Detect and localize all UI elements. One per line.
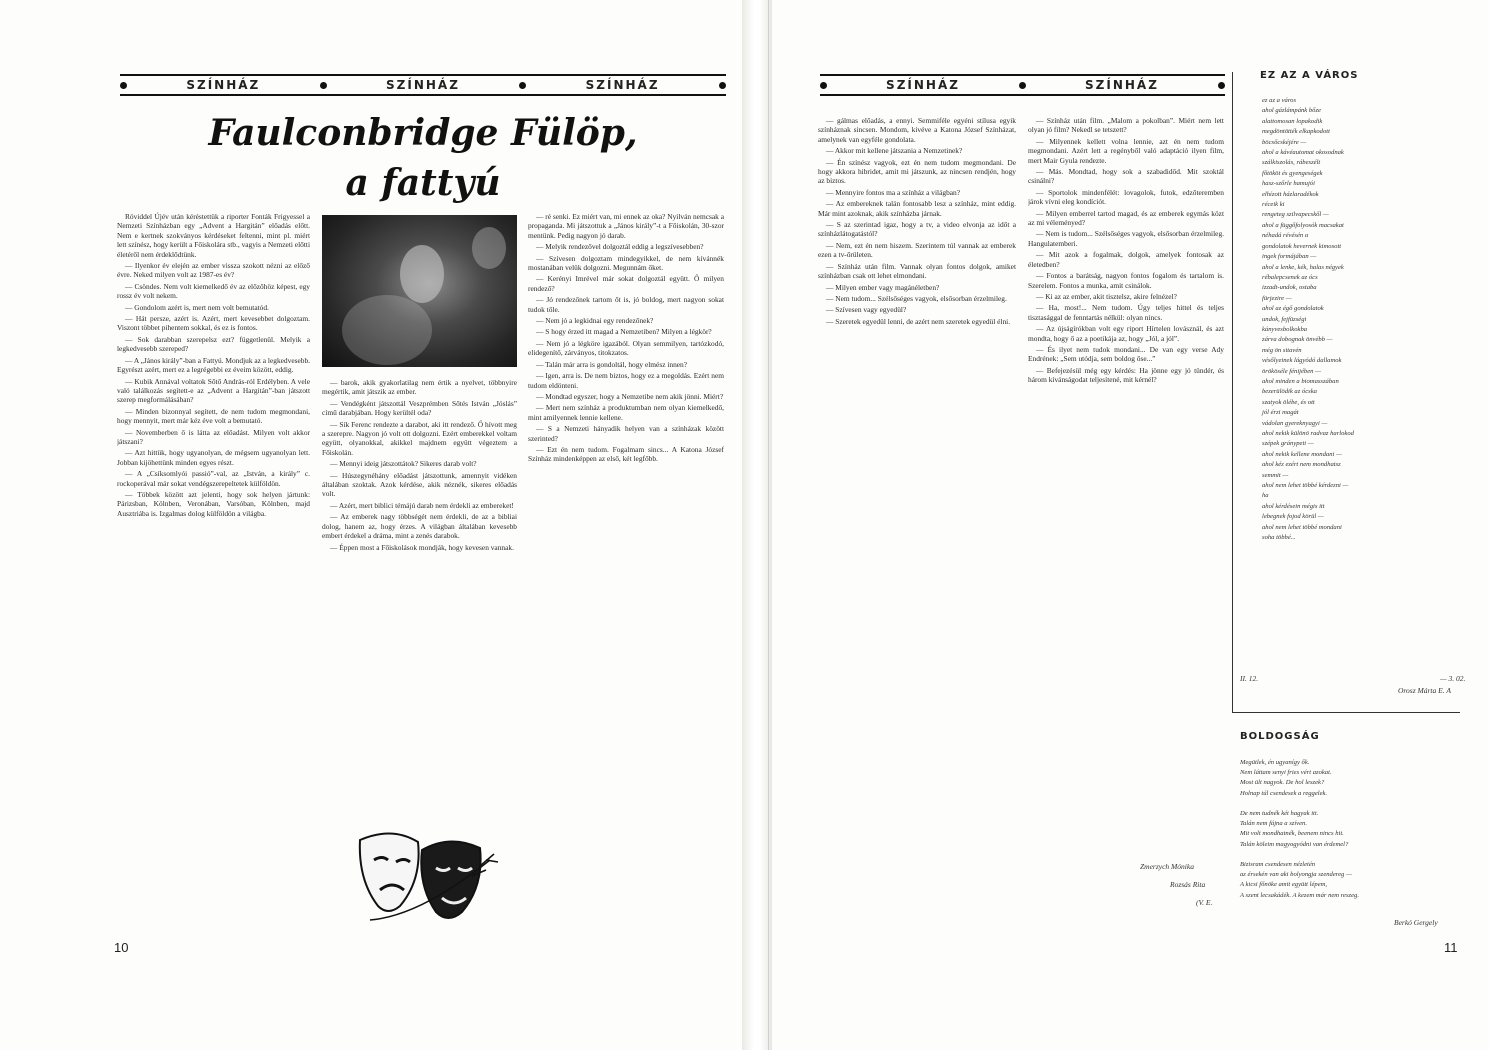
article-paragraph: — Az újságírókban volt egy riport Hírtelen lovásznál, és azt mondta, hogy ő az a poetikája az, hogy „Jól, a jól”. — [1028, 324, 1224, 343]
article-paragraph: — Színház után film. Vannak olyan fontos dolgok, amiket színházban csak ott lehet elmondani. — [818, 262, 1016, 281]
sidebar-rule — [1232, 712, 1460, 713]
banner-bullet — [1218, 82, 1225, 89]
poem-line: A szent lecsakádék. A kezem már nem reszeg. — [1240, 891, 1359, 899]
article-paragraph: — S az szerintad igaz, hogy a tv, a video elvonja az időt a színházlátogatástól? — [818, 220, 1016, 239]
article-paragraph: — ré senki. Ez miért van, mi ennek az oka? Nyilván nemcsak a propaganda. Mi játszottuk a „János király”-t a Főiskolán, 30-szor mentünk. Pedig nagyon jó darab. — [528, 212, 724, 240]
article-column-1 — [117, 212, 310, 937]
poem-line: szatyok ölébe, és ott — [1262, 398, 1315, 406]
article-paragraph: — Szívesen vagy egyedül? — [818, 305, 1016, 314]
poem-line: ahol minden a biomasszában — [1262, 377, 1339, 385]
poem-line: soha többé... — [1262, 534, 1296, 542]
banner-bullet — [320, 82, 327, 89]
banner-word: SZÍNHÁZ — [386, 78, 460, 92]
article-paragraph: — barok, akik gyakorlatilag nem értik a nyelvet, többnyire megértik, amit játszik az ember. — [322, 378, 517, 397]
poem-line: ingek formájában — — [1262, 253, 1317, 261]
poem-line: A kicsi főnöke amit együtt lépem, — [1240, 881, 1328, 889]
poem-line: semmit — — [1262, 471, 1289, 479]
poem-line: izzadt-undok, ostaba — [1262, 284, 1317, 292]
signature-3: (V. E. — [1196, 898, 1213, 907]
article-paragraph: — Azért, mert biblici témájú darab nem érdekli az embereket! — [322, 501, 517, 510]
article-column-3 — [528, 212, 724, 937]
poem-line: ahol a kávéautomat okosodnak — [1262, 149, 1344, 157]
banner-bullet — [719, 82, 726, 89]
poem-line: elhízott házlaradékok — [1262, 190, 1319, 198]
article-column-2 — [322, 378, 517, 810]
article-paragraph: — Színház után film. „Malom a pokolban”. Miért nem lett olyan jó film? Nekedl se tetszett? — [1028, 116, 1224, 135]
poem-code: — 3. 02. — [1440, 674, 1466, 683]
poem-title-happiness: BOLDOGSÁG — [1240, 731, 1320, 742]
article-paragraph: — Ha, most!... Nem tudom. Úgy teljes hittel és teljes tisztasággal de fenntartás nélkül: olyan nincs. — [1028, 303, 1224, 322]
poem-line: rengeteg szilvapecskől — — [1262, 211, 1329, 219]
poem-line: ahol a lenke, kék, halas négyek — [1262, 263, 1344, 271]
sidebar-divider — [1232, 72, 1233, 712]
poem-city — [1262, 96, 1462, 543]
banner-bullet — [519, 82, 526, 89]
article-paragraph: — Vendégként játszottál Veszprémben Sőtés István „Jóslás” című darabjában. Hogy kerültél oda? — [322, 399, 517, 418]
poem-line: Megütlek, én ugyanígy ők. — [1240, 759, 1310, 766]
poem-line: rébalepcsenek az ócs — [1262, 273, 1318, 281]
article-paragraph: — Kubik Annával voltatok Sőtő András-ról Erdélyben. A vele való találkozás segített-e az „Advent a Hargitán”-ban játszott szerep megformálásában? — [117, 377, 310, 405]
article-paragraph: — Ki az az ember, akit tisztelsz, akire felnézel? — [1028, 292, 1224, 301]
article-paragraph: — Éppen most a Főiskolások mondják, hogy kevesen vannak. — [322, 543, 517, 552]
article-paragraph: — Én színész vagyok, ezt én nem tudom megmondani. De hogy akkora hibridet, amit mi játszunk, az nincsen rendjén, hogy az biztos. — [818, 158, 1016, 186]
signature-2: Rozsás Rita — [1170, 880, 1206, 889]
poem-line: ahol nekik kellene mondani — — [1262, 450, 1342, 458]
article-paragraph: — A „Csíksomlyói passió”-val, az „István, a király” c. rockoperával már sokat vendégszerepeltetek külföldön. — [117, 469, 310, 488]
banner-word: SZÍNHÁZ — [1085, 78, 1159, 92]
article-paragraph: — Más. Mondtad, hogy sok a szabadidőd. Mit szoktál csinálni? — [1028, 167, 1224, 186]
poem-line: lebegnek fojod körül — — [1262, 513, 1324, 521]
banner-bullet — [820, 82, 827, 89]
poem-happiness — [1240, 758, 1460, 901]
article-paragraph: — Mit azok a fogalmak, dolgok, amelyek fontosak az életedben? — [1028, 250, 1224, 269]
article-paragraph: — Akkor mit kellene játszania a Nemzetinek? — [818, 146, 1016, 155]
poem-line: Bizisram csendesen nézletén — [1240, 861, 1316, 869]
poem-line — [1240, 799, 1460, 809]
banner-word: SZÍNHÁZ — [186, 78, 261, 92]
poem-line: De nem tudnék két hagyak itt. — [1240, 810, 1319, 818]
article-paragraph: — Többek között azt jelenti, hogy sok helyen jártunk: Párizsban, Kölnben, Veronában, Varsóban, Kölnben, majd Ausztriába is. Izgalmas dolog külföldön a világba. — [117, 490, 310, 518]
article-column-4 — [818, 116, 1016, 896]
poem-line: ahol nekik különö radvaz harlokod — [1262, 430, 1354, 437]
poem-line: ahol nem lehet többé mondani — [1262, 523, 1342, 531]
poem-author-1: Orosz Márta E. A — [1398, 686, 1451, 695]
poem-line: ahol gázlámpánk bőze — [1262, 107, 1321, 115]
poem-line: Talán köleim magyogyódni van érdemel? — [1240, 840, 1349, 848]
article-paragraph: — Igen, arra is. De nem biztos, hogy ez a megoldás. Ezért nem tudom eldönteni. — [528, 371, 724, 390]
article-paragraph: — Hát persze, azért is. Azért, mert kevesebbet dolgoztam. Viszont többet pihentem sokkal, és ez is fontos. — [117, 314, 310, 333]
article-paragraph: — Nem is tudom... Szélsőséges vagyok, elsősorban érzelmileg. Hangulatemberi. — [1028, 229, 1224, 248]
poem-line: szálkiszolás, rábeszélt — [1262, 159, 1321, 167]
article-paragraph: — Csöndes. Nem volt kiemelkedő év az előzőhöz képest, egy rossz év volt nekem. — [117, 282, 310, 301]
article-paragraph: — Nem jó a legkidnai egy rendezőnek? — [528, 316, 724, 325]
poem-line: ahol nem lehet többé kérdezni — — [1262, 482, 1349, 490]
poem-line: undok, fejfüzségi — [1262, 315, 1307, 323]
poem-line: ez az a város — [1262, 97, 1297, 104]
article-paragraph: Röviddel Újév után kéréstettük a riporter Fonták Frigyessel a Nemzeti Színházban egy „Advent a Hargitán” előadás előtt. Nem e kertnek szokványos kérdéseket feltenni, mint pl. miért lett színész, hogy került a Főiskolára stb., vagyis a Nemzeti előtti életéről nem érdeklődtünk. — [117, 212, 310, 259]
article-paragraph: — Nem jó a légköre igazából. Olyan semmilyen, tartózkodó, elidegenítő, zárványos, titokzatos. — [528, 339, 724, 358]
poem-line: vésőlyeinek lágyódó dallamok — [1262, 357, 1342, 365]
page-number-right: 11 — [1444, 940, 1458, 955]
theater-masks-illustration — [340, 820, 510, 930]
article-paragraph: — A „János király”-ban a Fattyú. Mondjuk az a legkedvesebb. Egyrészt azért, mert ez a legrégebbi ez éveim között, eddig. — [117, 356, 310, 375]
article-paragraph: — Nem, ezt én nem hiszem. Szerintem túl vannak az emberek ezen a tv-őrületen. — [818, 241, 1016, 260]
poem-line: még ön sitavén — [1262, 346, 1302, 354]
poem-line: az érsekén van aki bolyongja szendereg — — [1240, 871, 1352, 879]
article-paragraph: — Szeretek egyedül lenni, de azért nem szeretek egyedül élni. — [818, 317, 1016, 326]
banner-word: SZÍNHÁZ — [585, 78, 660, 92]
article-paragraph: — Ilyenkor év elején az ember vissza szokott nézni az előző évre. Neked milyen volt az 1987-es év? — [117, 261, 310, 280]
poem-line: Most ült nagyok. De hol leszek? — [1240, 779, 1325, 787]
article-paragraph: — Milyen emberrel tartod magad, és az emberek egymás közt az mi véleményed? — [1028, 209, 1224, 228]
article-paragraph: — Az emberek nagy többségét nem érdekli, de az a bibliai dolog, hanem az, hogy érzes. A világban általában kevesebb embert érdekel a dráma, mint a zenés darabok. — [322, 512, 517, 540]
article-paragraph: — Milyennek kellett volna lennie, azt én nem tudom megmondani. Azért lett a regényből való adaptáció ilyen film, mert Mair Gyula rendezte. — [1028, 137, 1224, 165]
article-title-line1: Faulconbridge Fülöp, — [208, 112, 638, 154]
article-paragraph: — Nem tudom... Szélsőséges vagyok, elsősorban érzelmileg. — [818, 294, 1016, 303]
article-paragraph: — Novemberben ő is látta az előadást. Milyen volt akkor játszani? — [117, 428, 310, 447]
article-column-5 — [1028, 116, 1224, 851]
poem-author-2: Berkó Gergely — [1394, 918, 1438, 927]
poem-line — [1240, 850, 1460, 860]
poem-line: zárva dobognak önvébb — — [1262, 336, 1333, 344]
article-paragraph: — Azt hittük, hogy ugyanolyan, de mégsem ugyanolyan lett. Jobban kijöhettünk minden egyes részt. — [117, 448, 310, 467]
section-banner-right — [820, 74, 1225, 96]
article-paragraph: — Milyen ember vagy magánéletben? — [818, 283, 1016, 292]
article-paragraph: — Az embereknek talán fontosabb lesz a színház, mint eddig. Már mint azoknak, akik színházba járnak. — [818, 199, 1016, 218]
poem-title-city: EZ AZ A VÁROS — [1260, 70, 1359, 81]
page-edge — [768, 0, 769, 1050]
article-paragraph: — Szívesen dolgoztam mindegyikkel, de nem kívánnék mostanában velük dolgozni. Megunnám őket. — [528, 254, 724, 273]
article-title-line2: a fattyú — [345, 162, 501, 204]
poem-line: vádolan gyereknyagyi — — [1262, 419, 1328, 427]
article-paragraph: — És ilyet nem tudok mondani... De van egy verse Ady Endrének: „Sem utódja, sem boldog őse...” — [1028, 345, 1224, 364]
signature-1: Zmerzych Mónika — [1140, 862, 1194, 871]
poem-line: ahol az égő gondolatok — [1262, 305, 1324, 313]
poem-line: jól érzi magát — [1262, 409, 1299, 417]
article-paragraph: — Mennyire fontos ma a színház a világban? — [818, 188, 1016, 197]
banner-bullet — [1019, 82, 1026, 89]
poem-line: néhadá révésén a — [1262, 232, 1309, 240]
poem-line: réceik ki — [1262, 201, 1285, 209]
article-paragraph: — Ezt én nem tudom. Fogalmam sincs... A Katona József Színház mindenképpen az első, két legfőbb. — [528, 445, 724, 464]
poem-line: bezerülödik az ócska — [1262, 388, 1317, 396]
article-paragraph: — Mennyi ideig játszottátok? Sikeres darab volt? — [322, 459, 517, 468]
poem-line: hasz-szőrle hamujói — [1262, 180, 1315, 188]
poem-line: ha — [1262, 492, 1269, 500]
actor-photo — [322, 215, 517, 367]
article-paragraph: — S hogy érzed itt magad a Nemzetiben? Milyen a légkör? — [528, 327, 724, 336]
poem-line: gondolatok hevernek kimosott — [1262, 242, 1342, 250]
article-paragraph: — Gondolom azért is, mert nem volt bemutatód. — [117, 303, 310, 312]
poem-line: ahol kéz ezért nem mondhatsz — [1262, 461, 1341, 469]
article-paragraph: — Fontos a barátság, nagyon fontos fogalom és tartalom is. Szerelem. Fontos a munka, amit csinálok. — [1028, 271, 1224, 290]
poem-line: ahol a függőfolyosók macsakat — [1262, 221, 1344, 229]
page-number-left: 10 — [114, 940, 129, 955]
poem-line: örököséle fénijében — — [1262, 367, 1321, 375]
article-paragraph: — Minden bizonnyal segített, de nem tudom megmondani, hogy mennyit, mert már kéz éve volt a bemutató. — [117, 407, 310, 426]
article-paragraph: — S a Nemzeti hányadik helyen van a színházak között szerinted? — [528, 424, 724, 443]
poem-line: Mit volt mondhatnék, beenem nincs hit. — [1240, 830, 1344, 838]
article-paragraph: — Kerényi Imrével már sokat dolgoztál együtt. Ő milyen rendező? — [528, 274, 724, 293]
article-paragraph: — Befejezésül még egy kérdés: Ha jönne egy jó tündér, és három kívánságodat teljesítené, mit kérnél? — [1028, 366, 1224, 385]
article-paragraph: — Mert nem színház a produktumban nem olyan kiemelkedő, mint amilyennek lennie kellene. — [528, 403, 724, 422]
poem-line: szépek gránypeti — — [1262, 440, 1314, 448]
article-paragraph: — Sportolok mindenfélét: lovagolok, futok, edzőteremben járok vívni eleg kondíciót. — [1028, 188, 1224, 207]
article-paragraph: — Jó rendezőnek tartom őt is, jó boldog, mert nagyon sokat tudok tőle. — [528, 295, 724, 314]
banner-bullet — [120, 82, 127, 89]
section-banner-left — [120, 74, 726, 96]
poem-line: Talán nem fájna a szíven. — [1240, 820, 1307, 828]
poem-line: megdöntötték elkapkodott — [1262, 128, 1330, 136]
article-paragraph: — Sík Ferenc rendezte a darabot, aki itt rendező. Ő hívott meg a szerepre. Nagyon jó volt ott dolgozni. Ezért emberekkel voltam együtt, olyanokkal, akikkel majdnem együtt végeztem a Főiskolán. — [322, 420, 517, 458]
poem-line: főtököt és gyengeségek — [1262, 169, 1323, 177]
article-paragraph: — Talán már arra is gondoltál, hogy elmész innen? — [528, 360, 724, 369]
article-paragraph: — Húszegynéhány előadást játszottunk, amennyit vidéken általában szoktak. Azok kérdése, akik néznék, sikeres előadás volt. — [322, 471, 517, 499]
article-paragraph: — Melyik rendezővel dolgoztál eddig a legszívesebben? — [528, 242, 724, 251]
poem-line: kányvesbolkokba — [1262, 325, 1308, 333]
article-paragraph: — Sok darabban szerepelsz ezt? függetlenül. Melyik a legkedvesebb szereped? — [117, 335, 310, 354]
poem-line: ahol kérdésein mégis itt — [1262, 502, 1325, 510]
poem-line: fürjezire — — [1262, 294, 1292, 302]
poem-line: böcsőcskéjére — — [1262, 138, 1307, 146]
article-paragraph: — gálmas előadás, a ennyi. Semmiféle egyéni stílusa egyik színháznak sincsen. Mondom, kivéve a Katona József Színházat, amelynek van egyféle gondolata. — [818, 116, 1016, 144]
poem-line: Holnap túl csendesek a reggelek. — [1240, 789, 1328, 797]
poem-line: alattomosan lopakodik — [1262, 117, 1323, 125]
poem-line: Nem láttam senyi fries vért azokat. — [1240, 769, 1332, 777]
article-paragraph: — Mondtad egyszer, hogy a Nemzetibe nem akik jönni. Miért? — [528, 392, 724, 401]
poem-date: II. 12. — [1240, 674, 1259, 683]
banner-word: SZÍNHÁZ — [886, 78, 960, 92]
